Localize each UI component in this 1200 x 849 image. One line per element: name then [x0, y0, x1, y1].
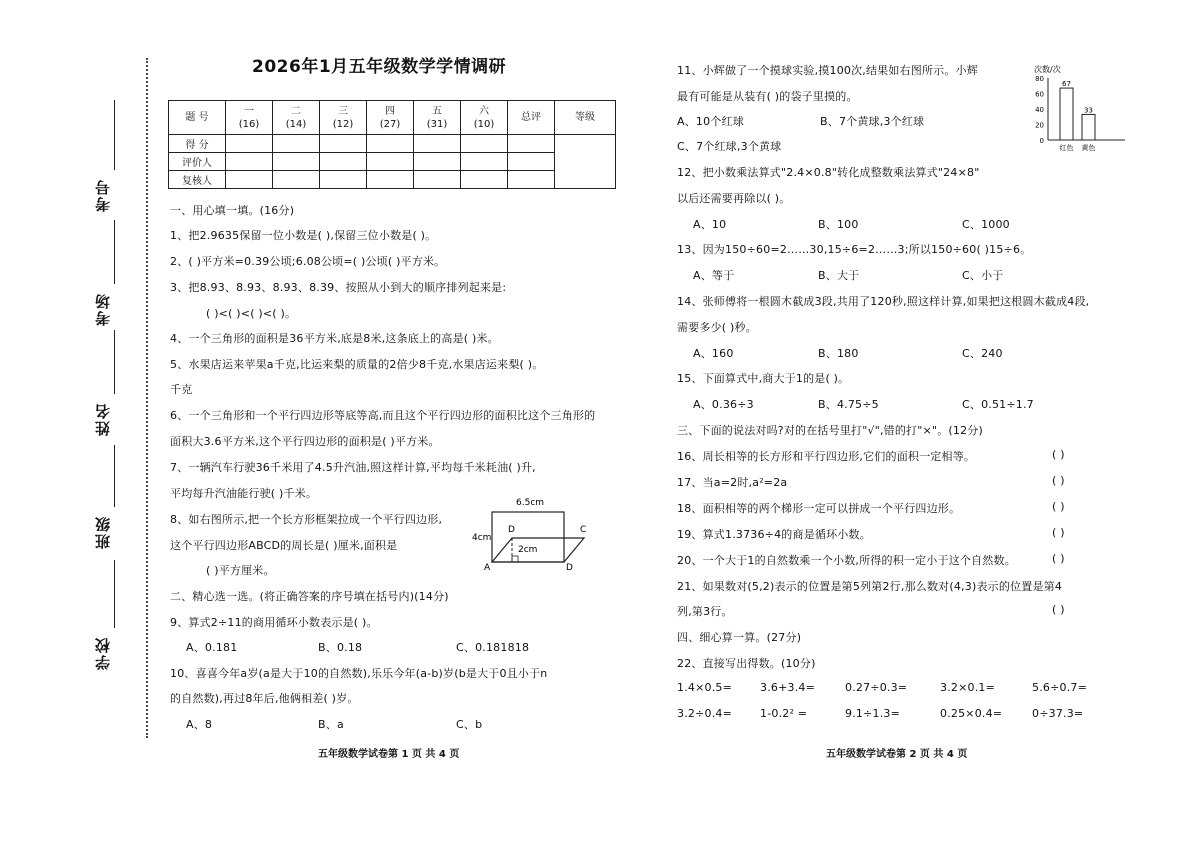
calc-6: 3.2÷0.4=	[677, 707, 733, 720]
question-10: 10、喜喜今年a岁(a是大于10的自然数),乐乐今年(a-b)岁(b是大于0且小于n	[170, 667, 548, 680]
question-12-cont: 以后还需要再除以( )。	[677, 192, 791, 205]
ball-chart	[1030, 60, 1140, 156]
school-line	[114, 560, 115, 628]
q12-option-c: C、1000	[962, 218, 1010, 231]
q15-option-b: B、4.75÷5	[818, 398, 879, 411]
score-cell[interactable]	[320, 171, 367, 189]
score-cell[interactable]	[461, 171, 508, 189]
calc-9: 0.25×0.4=	[940, 707, 1003, 720]
score-cell[interactable]	[508, 153, 555, 171]
y-tick-label: 60	[1035, 90, 1044, 99]
q9-option-a: A、0.181	[186, 641, 238, 654]
score-col-3: 三 (12)	[320, 101, 367, 135]
grade-cell[interactable]	[555, 135, 616, 189]
calc-8: 9.1÷1.3=	[845, 707, 901, 720]
q14-option-a: A、160	[693, 347, 734, 360]
score-cell[interactable]	[320, 153, 367, 171]
score-header-label: 题 号	[169, 101, 226, 135]
school-label: 学校	[94, 636, 112, 670]
calc-7: 1-0.2² =	[760, 707, 808, 720]
bar-0	[1060, 88, 1073, 140]
q15-option-a: A、0.36÷3	[693, 398, 754, 411]
score-cell[interactable]	[320, 135, 367, 153]
fig8-height-label: 2cm	[518, 545, 538, 555]
question-3-blanks: ( )<( )<( )<( )。	[206, 307, 297, 320]
exam-room-line	[114, 220, 115, 284]
judge-21: 21、如果数对(5,2)表示的位置是第5列第2行,那么数对(4,3)表示的位置是第4	[677, 580, 1063, 593]
calc-5: 5.6÷0.7=	[1032, 681, 1088, 694]
judge-18-paren[interactable]: ( )	[1052, 500, 1065, 513]
score-cell[interactable]	[461, 135, 508, 153]
question-10-cont: 的自然数),再过8年后,他俩相差( )岁。	[170, 692, 359, 705]
y-tick-label: 20	[1035, 121, 1044, 130]
section-2-heading: 二、精心选一选。(将正确答案的序号填在括号内)(14分)	[170, 590, 449, 603]
score-cell[interactable]	[273, 153, 320, 171]
calc-4: 3.2×0.1=	[940, 681, 996, 694]
score-col-total: 总评	[508, 101, 555, 135]
question-2: 2、( )平方米=0.39公顷;6.08公顷=( )公顷( )平方米。	[170, 255, 446, 268]
judge-20-paren[interactable]: ( )	[1052, 552, 1065, 565]
q13-option-b: B、大于	[818, 269, 860, 282]
score-col-grade: 等级	[555, 101, 616, 135]
question-5: 5、水果店运来苹果a千克,比运来梨的质量的2倍少8千克,水果店运来梨( )。	[170, 358, 544, 371]
fig8-A: A	[484, 563, 491, 573]
score-cell[interactable]	[461, 153, 508, 171]
bar-value-label: 33	[1084, 106, 1093, 115]
score-row-label: 评价人	[169, 153, 226, 171]
name-line	[114, 330, 115, 394]
exam-no-line	[114, 100, 115, 170]
score-cell[interactable]	[226, 153, 273, 171]
judge-17: 17、当a=2时,a²=2a	[677, 476, 788, 489]
judge-17-paren[interactable]: ( )	[1052, 474, 1065, 487]
fig8-left-label: 4cm	[472, 533, 492, 543]
q10-option-c: C、b	[456, 718, 483, 731]
judge-20: 20、一个大于1的自然数乘一个小数,所得的积一定小于这个自然数。	[677, 554, 1016, 567]
q11-option-c: C、7个红球,3个黄球	[677, 140, 782, 153]
score-col-2: 二 (14)	[273, 101, 320, 135]
q11-option-a: A、10个红球	[677, 115, 744, 128]
q12-option-a: A、10	[693, 218, 727, 231]
q10-option-a: A、8	[186, 718, 213, 731]
score-row-label: 得 分	[169, 135, 226, 153]
score-table	[168, 100, 616, 189]
q10-option-b: B、a	[318, 718, 344, 731]
score-cell[interactable]	[414, 135, 461, 153]
score-cell[interactable]	[367, 135, 414, 153]
q12-option-b: B、100	[818, 218, 859, 231]
question-8: 8、如右图所示,把一个长方形框架拉成一个平行四边形,	[170, 513, 443, 526]
right-page-footer: 五年级数学试卷第 2 页 共 4 页	[826, 749, 968, 760]
class-label: 班级	[94, 515, 112, 549]
judge-16-paren[interactable]: ( )	[1052, 448, 1065, 461]
category-label: 红色	[1059, 144, 1074, 152]
exam-room-label: 考场	[94, 292, 112, 326]
q9-option-c: C、0.181818	[456, 641, 530, 654]
judge-21-cont: 列,第3行。	[677, 605, 733, 618]
score-col-4: 四 (27)	[367, 101, 414, 135]
score-cell[interactable]	[508, 135, 555, 153]
score-cell[interactable]	[226, 135, 273, 153]
section-1-heading: 一、用心填一填。(16分)	[170, 204, 295, 217]
chart-ylabel: 次数/次	[1034, 65, 1061, 74]
score-cell[interactable]	[273, 135, 320, 153]
question-14-cont: 需要多少( )秒。	[677, 321, 757, 334]
fig8-D: D	[566, 563, 573, 573]
score-cell[interactable]	[414, 153, 461, 171]
page-title: 2026年1月五年级数学学情调研	[252, 57, 507, 77]
question-6: 6、一个三角形和一个平行四边形等底等高,而且这个平行四边形的面积比这个三角形的	[170, 409, 596, 422]
bar-value-label: 67	[1062, 80, 1071, 89]
q15-option-c: C、0.51÷1.7	[962, 398, 1034, 411]
calc-10: 0÷37.3=	[1032, 707, 1084, 720]
fig8-D-top: D	[508, 525, 515, 535]
section-3-heading: 三、下面的说法对吗?对的在括号里打"√",错的打"×"。(12分)	[677, 424, 983, 437]
question-1: 1、把2.9635保留一位小数是( ),保留三位小数是( )。	[170, 229, 437, 242]
name-label: 姓名	[94, 402, 112, 436]
question-14: 14、张师傅将一根圆木截成3段,共用了120秒,照这样计算,如果把这根圆木截成4段,	[677, 295, 1090, 308]
q11-option-b: B、7个黄球,3个红球	[820, 115, 925, 128]
score-col-5: 五 (31)	[414, 101, 461, 135]
section-4-heading: 四、细心算一算。(27分)	[677, 631, 802, 644]
question-9: 9、算式2÷11的商用循环小数表示是( )。	[170, 616, 378, 629]
question-11: 11、小辉做了一个摸球实验,摸100次,结果如右图所示。小辉	[677, 64, 978, 77]
score-cell[interactable]	[508, 171, 555, 189]
y-tick-label: 0	[1039, 137, 1044, 145]
question-22: 22、直接写出得数。(10分)	[677, 657, 816, 670]
q14-option-c: C、240	[962, 347, 1003, 360]
question-15: 15、下面算式中,商大于1的是( )。	[677, 372, 850, 385]
calc-3: 0.27÷0.3=	[845, 681, 908, 694]
score-cell[interactable]	[273, 171, 320, 189]
fig8-C: C	[580, 525, 587, 535]
score-cell[interactable]	[414, 171, 461, 189]
score-row-label: 复核人	[169, 171, 226, 189]
parallelogram-shape	[492, 538, 584, 562]
calc-2: 3.6+3.4=	[760, 681, 816, 694]
judge-21-paren[interactable]: ( )	[1052, 603, 1065, 616]
question-7: 7、一辆汽车行驶36千米用了4.5升汽油,照这样计算,平均每千米耗油( )升,	[170, 461, 536, 474]
judge-16: 16、周长相等的长方形和平行四边形,它们的面积一定相等。	[677, 450, 976, 463]
score-cell[interactable]	[367, 171, 414, 189]
score-cell[interactable]	[226, 171, 273, 189]
calc-1: 1.4×0.5=	[677, 681, 733, 694]
question-4: 4、一个三角形的面积是36平方米,底是8米,这条底上的高是( )米。	[170, 332, 499, 345]
left-page-footer: 五年级数学试卷第 1 页 共 4 页	[318, 749, 460, 760]
q13-option-a: A、等于	[693, 269, 735, 282]
question-8-cont: 这个平行四边形ABCD的周长是( )厘米,面积是	[170, 539, 398, 552]
y-tick-label: 80	[1035, 75, 1044, 83]
exam-no-label: 考号	[94, 178, 112, 212]
parallelogram-figure	[470, 492, 590, 574]
q13-option-c: C、小于	[962, 269, 1004, 282]
judge-19-paren[interactable]: ( )	[1052, 526, 1065, 539]
q14-option-b: B、180	[818, 347, 859, 360]
question-11-cont: 最有可能是从装有( )的袋子里摸的。	[677, 90, 858, 103]
question-6-cont: 面积大3.6平方米,这个平行四边形的面积是( )平方米。	[170, 435, 440, 448]
judge-19: 19、算式1.3736÷4的商是循环小数。	[677, 528, 871, 541]
class-line	[114, 445, 115, 507]
binding-dotted-line	[146, 58, 148, 738]
question-8-cont2: ( )平方厘米。	[206, 564, 275, 577]
score-col-1: 一 (16)	[226, 101, 273, 135]
question-7-cont: 平均每升汽油能行驶( )千米。	[170, 487, 318, 500]
question-5-unit: 千克	[170, 383, 193, 396]
score-cell[interactable]	[367, 153, 414, 171]
category-label: 黄色	[1081, 144, 1096, 152]
question-12: 12、把小数乘法算式"2.4×0.8"转化成整数乘法算式"24×8"	[677, 166, 980, 179]
right-angle-mark	[512, 556, 518, 562]
score-col-6: 六 (10)	[461, 101, 508, 135]
question-3: 3、把8.93、8.93、8.93、8.39、按照从小到大的顺序排列起来是:	[170, 281, 507, 294]
bar-1	[1082, 114, 1095, 140]
judge-18: 18、面积相等的两个梯形一定可以拼成一个平行四边形。	[677, 502, 961, 515]
y-tick-label: 40	[1035, 106, 1044, 114]
fig8-top-label: 6.5cm	[516, 498, 545, 508]
question-13: 13、因为150÷60=2……30,15÷6=2……3;所以150÷60( )15÷6。	[677, 243, 1032, 256]
q9-option-b: B、0.18	[318, 641, 363, 654]
